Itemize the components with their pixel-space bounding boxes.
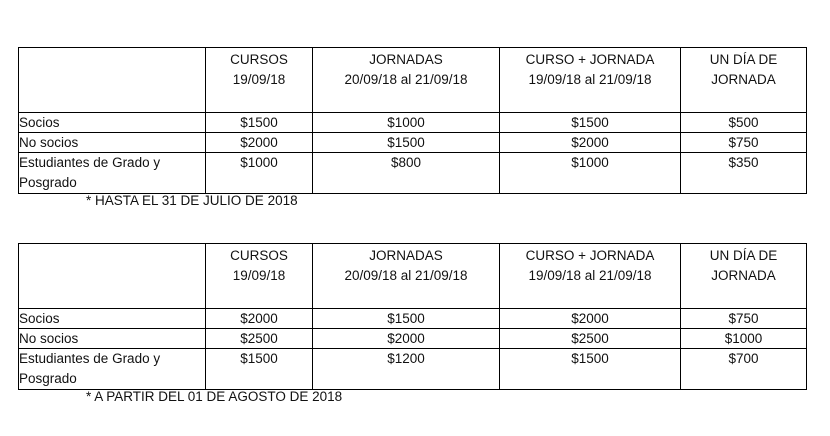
header-cell-un-dia — [681, 244, 807, 309]
price-table-late — [18, 243, 807, 390]
price-cell: $1500 — [206, 349, 313, 390]
price-cell: $1000 — [313, 113, 500, 133]
price-table — [18, 47, 807, 194]
price-cell: $1500 — [313, 309, 500, 329]
price-cell: $700 — [681, 349, 807, 390]
price-cell: $500 — [681, 113, 807, 133]
header-cell-curso-jornada — [500, 48, 681, 113]
price-cell: $800 — [313, 153, 500, 194]
table-header-row — [19, 48, 807, 113]
row-label: No socios — [19, 329, 206, 349]
header-date: 19/09/18 — [232, 268, 286, 283]
row-label: Estudiantes de Grado y Posgrado — [19, 349, 206, 390]
table-row — [19, 349, 807, 390]
header-subtitle: JORNADA — [711, 72, 776, 87]
header-date: 20/09/18 al 21/09/18 — [344, 268, 468, 283]
header-title: UN DÍA DE — [709, 52, 778, 67]
price-cell: $1000 — [206, 153, 313, 194]
price-cell: $2000 — [206, 133, 313, 153]
header-cell-jornadas — [313, 244, 500, 309]
price-cell: $2000 — [500, 133, 681, 153]
footnote-early: * HASTA EL 31 DE JULIO DE 2018 — [86, 193, 298, 208]
price-cell: $1500 — [500, 113, 681, 133]
price-cell: $2000 — [206, 309, 313, 329]
table-row — [19, 329, 807, 349]
header-cell-empty — [19, 244, 206, 309]
header-title: CURSO + JORNADA — [525, 248, 655, 263]
header-title: UN DÍA DE — [709, 248, 778, 263]
price-cell: $1200 — [313, 349, 500, 390]
header-cell-cursos — [206, 244, 313, 309]
row-label: Estudiantes de Grado y Posgrado — [19, 153, 206, 194]
header-title: CURSOS — [230, 52, 288, 67]
price-cell: $350 — [681, 153, 807, 194]
price-cell: $2000 — [500, 309, 681, 329]
header-subtitle: JORNADA — [711, 268, 776, 283]
price-table-early — [18, 47, 807, 194]
price-cell: $1500 — [500, 349, 681, 390]
table-row — [19, 153, 807, 194]
row-label: No socios — [19, 133, 206, 153]
price-cell: $1000 — [681, 329, 807, 349]
footnote-late: * A PARTIR DEL 01 DE AGOSTO DE 2018 — [86, 389, 343, 404]
price-cell: $750 — [681, 133, 807, 153]
price-cell: $2500 — [500, 329, 681, 349]
price-cell: $1500 — [206, 113, 313, 133]
header-cell-un-dia — [681, 48, 807, 113]
table-header-row — [19, 244, 807, 309]
price-cell: $1000 — [500, 153, 681, 194]
price-cell: $2000 — [313, 329, 500, 349]
price-cell: $1500 — [313, 133, 500, 153]
header-cell-empty — [19, 48, 206, 113]
header-cell-cursos — [206, 48, 313, 113]
header-date: 19/09/18 al 21/09/18 — [528, 72, 652, 87]
header-title: JORNADAS — [369, 52, 443, 67]
table-row — [19, 133, 807, 153]
price-table — [18, 243, 807, 390]
table-row — [19, 309, 807, 329]
table-row — [19, 113, 807, 133]
header-date: 19/09/18 — [232, 72, 286, 87]
header-title: CURSO + JORNADA — [525, 52, 655, 67]
header-title: CURSOS — [230, 248, 288, 263]
row-label: Socios — [19, 309, 206, 329]
row-label: Socios — [19, 113, 206, 133]
header-cell-curso-jornada — [500, 244, 681, 309]
header-cell-jornadas — [313, 48, 500, 113]
price-cell: $2500 — [206, 329, 313, 349]
header-date: 19/09/18 al 21/09/18 — [528, 268, 652, 283]
header-title: JORNADAS — [369, 248, 443, 263]
price-cell: $750 — [681, 309, 807, 329]
header-date: 20/09/18 al 21/09/18 — [344, 72, 468, 87]
